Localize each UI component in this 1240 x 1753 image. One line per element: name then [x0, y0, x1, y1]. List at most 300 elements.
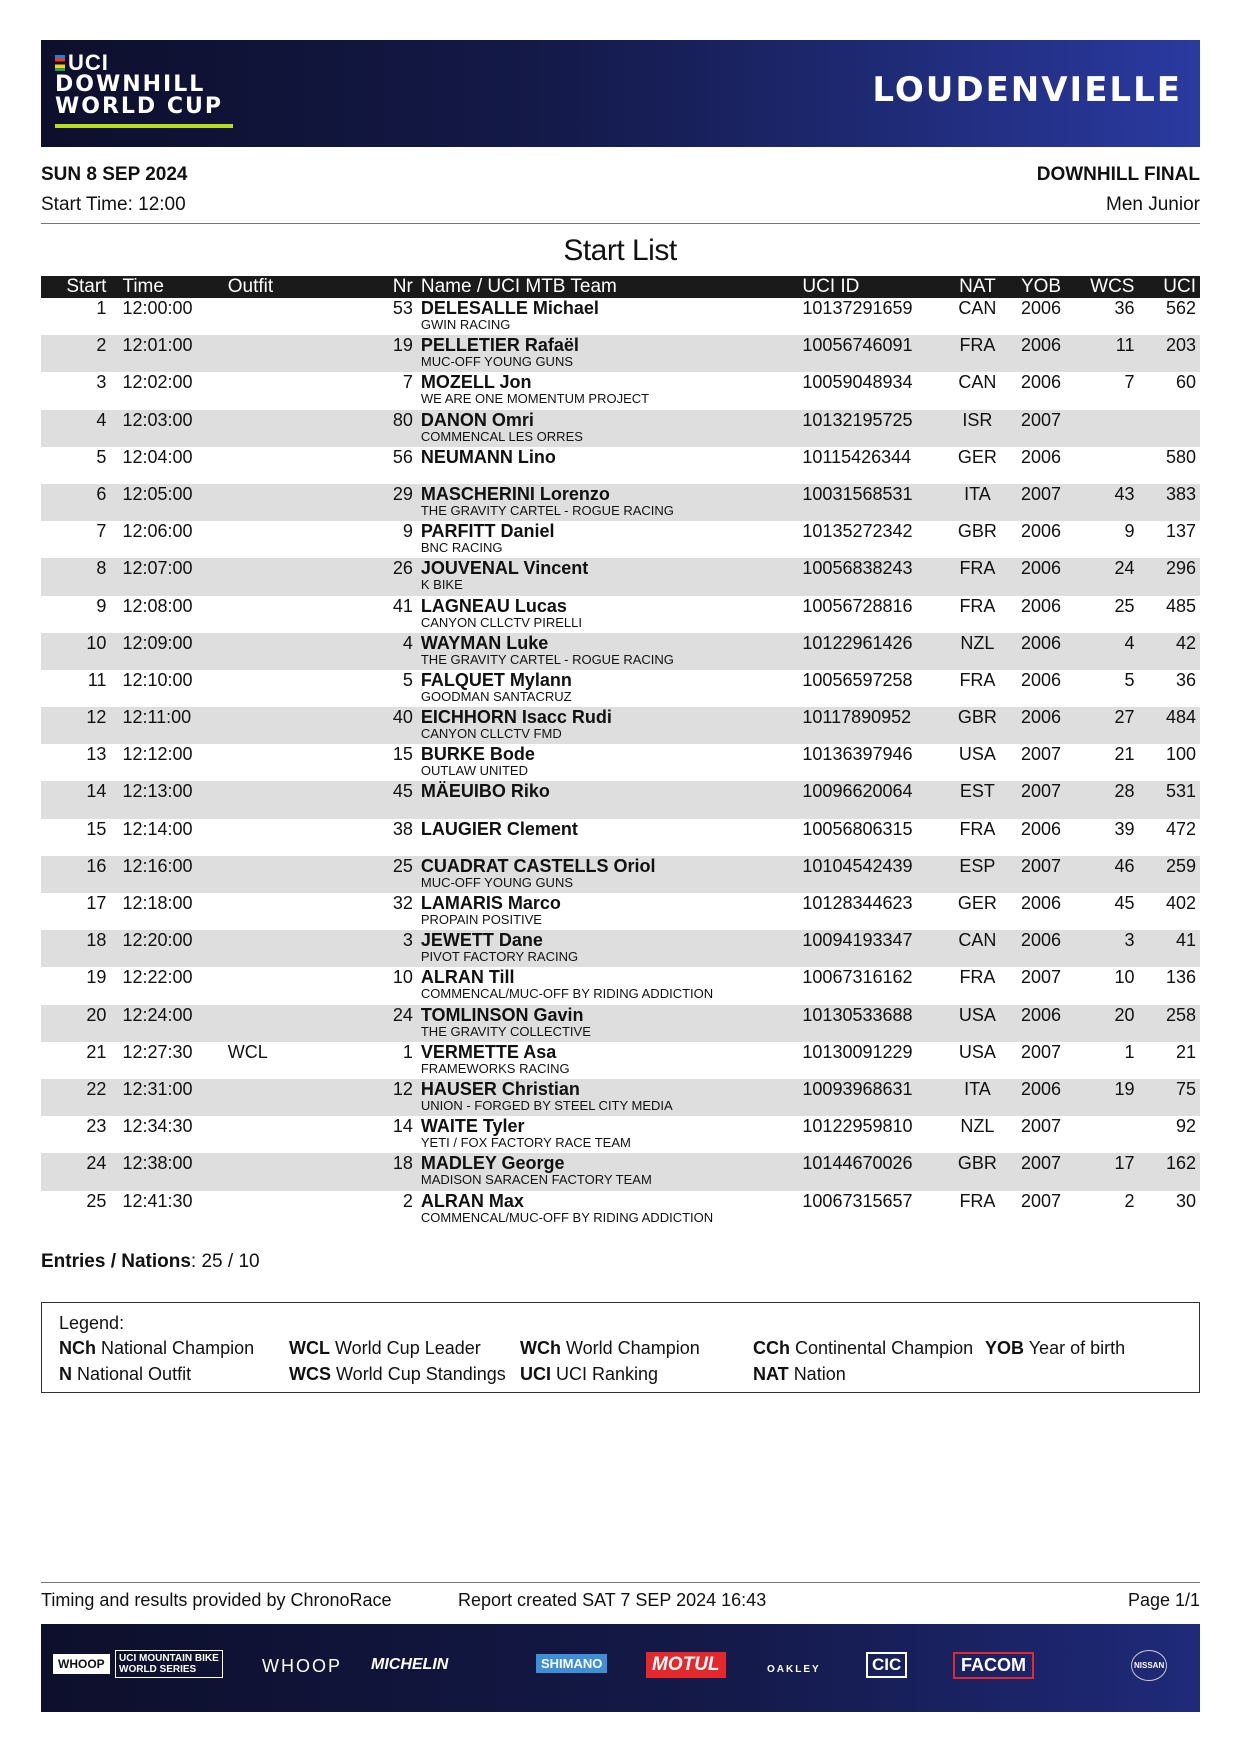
rider-name: BURKE Bode — [420, 744, 535, 765]
yob-cell: 2007 — [1020, 781, 1062, 802]
legend-item-cch: CCh Continental Champion — [753, 1338, 974, 1358]
uci-ranking-cell: 30 — [1175, 1190, 1196, 1211]
event-banner — [41, 40, 1200, 147]
time-cell: 12:12:00 — [122, 744, 193, 765]
nat-cell: FRA — [959, 335, 996, 356]
yob-cell: 2007 — [1020, 744, 1062, 765]
time-cell: 12:05:00 — [122, 483, 193, 504]
outfit-cell — [224, 1005, 331, 1042]
team-name: MADISON SARACEN FACTORY TEAM — [420, 1172, 652, 1188]
outfit-cell — [224, 1079, 331, 1116]
time-cell: 12:27:30 — [122, 1041, 193, 1062]
time-cell: 12:08:00 — [122, 595, 193, 616]
uci-id-cell: 10059048934 — [802, 372, 913, 393]
yob-cell: 2006 — [1020, 372, 1062, 393]
rider-name: HAUSER Christian — [420, 1078, 580, 1099]
entries-label: Entries / Nations — [41, 1251, 191, 1272]
yob-cell: 2007 — [1020, 967, 1062, 988]
sponsor-michelin: MICHELIN — [371, 1656, 449, 1673]
nr-cell: 19 — [392, 335, 413, 356]
wcs-cell — [1073, 410, 1139, 447]
wcs-cell: 4 — [1124, 632, 1135, 653]
nat-cell: GBR — [957, 1153, 997, 1174]
start-cell: 23 — [86, 1116, 107, 1137]
uci-ranking-cell: 580 — [1165, 446, 1196, 467]
outfit-cell — [224, 521, 331, 558]
col-uci-id: UCI ID — [802, 276, 860, 297]
sponsor-banner — [41, 1624, 1200, 1712]
sponsor-motul: MOTUL — [646, 1652, 726, 1678]
table-row — [41, 447, 1200, 484]
time-cell: 12:10:00 — [122, 669, 193, 690]
yob-cell: 2006 — [1020, 669, 1062, 690]
col-time: Time — [122, 276, 164, 297]
name-cell — [417, 1042, 799, 1079]
uci-id-cell: 10128344623 — [802, 893, 913, 913]
start-cell: 16 — [86, 855, 107, 876]
team-name: COMMENCAL/MUC-OFF BY RIDING ADDICTION — [420, 1209, 714, 1225]
nr-cell: 12 — [392, 1078, 413, 1099]
uci-ranking-cell: 472 — [1165, 818, 1196, 839]
wcs-cell: 24 — [1114, 558, 1135, 579]
start-list-table — [41, 276, 1200, 1228]
name-cell — [417, 1191, 799, 1228]
rider-name: EICHHORN Isacc Rudi — [420, 707, 612, 728]
nat-cell: GER — [957, 893, 997, 913]
start-cell: 17 — [86, 893, 107, 913]
table-row — [41, 893, 1200, 930]
table-row — [41, 558, 1200, 595]
start-cell: 8 — [96, 558, 107, 579]
uci-id-cell: 10137291659 — [802, 298, 913, 318]
uci-id-cell: 10117890952 — [802, 707, 912, 728]
rider-name: PARFITT Daniel — [420, 521, 555, 542]
report-created: Report created SAT 7 SEP 2024 16:43 — [458, 1590, 767, 1610]
name-cell — [417, 856, 799, 893]
table-row — [41, 298, 1200, 335]
wcs-cell: 5 — [1124, 669, 1135, 690]
rider-name: MÄEUIBO Riko — [420, 781, 550, 802]
time-cell: 12:22:00 — [122, 967, 193, 988]
nat-cell: CAN — [958, 930, 997, 951]
nat-cell: ISR — [962, 409, 993, 430]
team-name: UNION - FORGED BY STEEL CITY MEDIA — [420, 1097, 673, 1113]
outfit-cell — [224, 670, 331, 707]
outfit-cell — [224, 819, 331, 856]
start-cell: 2 — [96, 335, 107, 356]
nr-cell: 26 — [392, 558, 413, 579]
yob-cell: 2007 — [1020, 1041, 1062, 1062]
start-cell: 15 — [86, 818, 107, 839]
uci-id-cell: 10067316162 — [802, 967, 913, 988]
nat-cell: EST — [959, 781, 995, 802]
name-cell — [417, 893, 799, 930]
nr-cell: 1 — [402, 1041, 413, 1062]
nr-cell: 14 — [392, 1116, 413, 1137]
yob-cell: 2006 — [1020, 818, 1062, 839]
legend-item-wch: WCh World Champion — [520, 1338, 700, 1358]
wcs-cell: 19 — [1114, 1078, 1135, 1099]
time-cell: 12:16:00 — [122, 855, 193, 876]
table-row — [41, 410, 1200, 447]
outfit-cell — [224, 1116, 331, 1153]
event-date: SUN 8 SEP 2024 — [41, 164, 188, 185]
nr-cell: 25 — [392, 855, 413, 876]
yob-cell: 2007 — [1020, 855, 1062, 876]
wcs-cell: 17 — [1114, 1153, 1135, 1174]
outfit-cell — [224, 335, 331, 372]
team-name: OUTLAW UNITED — [420, 763, 528, 779]
nr-cell: 2 — [402, 1190, 413, 1211]
page-title: Start List — [563, 234, 677, 267]
nat-cell: FRA — [959, 595, 996, 616]
start-cell: 18 — [86, 930, 107, 951]
uci-id-cell: 10056597258 — [802, 669, 913, 690]
nr-cell: 45 — [392, 781, 413, 802]
uci-ranking-cell: 60 — [1175, 372, 1196, 393]
uci-id-cell: 10144670026 — [802, 1153, 913, 1174]
time-cell: 12:00:00 — [122, 298, 193, 318]
yob-cell: 2006 — [1020, 521, 1062, 542]
team-name: BNC RACING — [420, 540, 503, 556]
table-header-row — [41, 276, 1200, 298]
start-cell: 7 — [96, 521, 107, 542]
nr-cell: 53 — [392, 298, 413, 318]
table-row — [41, 1005, 1200, 1042]
name-cell — [417, 410, 799, 447]
wcs-cell: 11 — [1115, 335, 1135, 356]
col-start: Start — [66, 276, 107, 297]
meta-left — [41, 164, 187, 224]
rider-name: FALQUET Mylann — [420, 669, 572, 690]
table-row — [41, 781, 1200, 818]
start-cell: 9 — [96, 595, 107, 616]
series-line-1: UCI — [68, 50, 109, 75]
wcs-cell: 9 — [1124, 521, 1135, 542]
name-cell — [417, 298, 799, 335]
yob-cell: 2007 — [1020, 483, 1062, 504]
table-row — [41, 521, 1200, 558]
name-cell — [417, 1153, 799, 1190]
col-outfit: Outfit — [227, 276, 274, 297]
outfit-cell — [224, 707, 331, 744]
timing-credit: Timing and results provided by ChronoRace — [41, 1590, 392, 1610]
nat-cell: GER — [957, 446, 997, 467]
uci-id-cell: 10056806315 — [802, 818, 913, 839]
start-cell: 5 — [96, 446, 107, 467]
rider-name: MASCHERINI Lorenzo — [420, 483, 610, 504]
rider-name: VERMETTE Asa — [420, 1041, 557, 1062]
outfit-cell — [224, 856, 331, 893]
time-cell: 12:31:00 — [122, 1078, 193, 1099]
table-row — [41, 633, 1200, 670]
page-number: Page 1/1 — [1127, 1590, 1200, 1610]
legend-box — [41, 1302, 1200, 1393]
nr-cell: 10 — [392, 967, 413, 988]
uci-id-cell: 10056728816 — [802, 595, 913, 616]
nr-cell: 4 — [402, 632, 413, 653]
time-cell: 12:38:00 — [122, 1153, 193, 1174]
nat-cell: CAN — [958, 372, 997, 393]
uci-id-cell: 10115426344 — [802, 446, 912, 467]
yob-cell: 2007 — [1020, 1190, 1062, 1211]
outfit-cell — [224, 781, 331, 818]
outfit-cell — [224, 558, 331, 595]
event-category: Men Junior — [1106, 194, 1200, 215]
table-row — [41, 335, 1200, 372]
name-cell — [417, 1079, 799, 1116]
time-cell: 12:34:30 — [122, 1116, 193, 1137]
table-row — [41, 1079, 1200, 1116]
nat-cell: NZL — [960, 632, 995, 653]
legend-item-uci: UCI UCI Ranking — [520, 1364, 659, 1384]
nat-cell: ESP — [959, 855, 996, 876]
yob-cell: 2007 — [1020, 1116, 1062, 1137]
meta-right — [1037, 164, 1200, 224]
uci-id-cell: 10056746091 — [802, 335, 913, 356]
team-name: K BIKE — [420, 577, 463, 593]
table-row — [41, 484, 1200, 521]
nr-cell: 9 — [402, 521, 413, 542]
start-cell: 20 — [86, 1004, 107, 1025]
venue-name: LOUDENVIELLE — [872, 70, 1182, 110]
wcs-cell: 25 — [1114, 595, 1135, 616]
rider-name: LAGNEAU Lucas — [420, 595, 567, 616]
uci-ranking-cell: 259 — [1165, 855, 1196, 876]
name-cell — [417, 596, 799, 633]
wcs-cell: 28 — [1114, 781, 1135, 802]
time-cell: 12:06:00 — [122, 521, 193, 542]
name-cell — [417, 335, 799, 372]
uci-ranking-cell: 296 — [1165, 558, 1196, 579]
rider-name: TOMLINSON Gavin — [420, 1004, 584, 1025]
sponsor-oakley: OAKLEY — [767, 1664, 821, 1675]
uci-id-cell: 10135272342 — [802, 521, 913, 542]
time-cell: 12:24:00 — [122, 1004, 193, 1025]
uci-id-cell: 10122961426 — [802, 632, 913, 653]
nat-cell: FRA — [959, 967, 996, 988]
nr-cell: 38 — [392, 818, 413, 839]
table-row — [41, 856, 1200, 893]
rider-name: PELLETIER Rafaël — [420, 335, 579, 356]
name-cell — [417, 1116, 799, 1153]
outfit-cell — [224, 596, 331, 633]
nat-cell: FRA — [959, 669, 996, 690]
name-cell — [417, 484, 799, 521]
team-name: THE GRAVITY CARTEL - ROGUE RACING — [420, 651, 674, 667]
outfit-cell — [224, 410, 331, 447]
col-wcs: WCS — [1090, 276, 1135, 297]
wcs-cell: 39 — [1114, 818, 1135, 839]
wcs-cell: 10 — [1114, 967, 1135, 988]
start-cell: 11 — [87, 669, 107, 690]
outfit-cell — [224, 893, 331, 930]
outfit-cell — [224, 484, 331, 521]
team-name: COMMENCAL LES ORRES — [420, 428, 583, 444]
yob-cell: 2006 — [1020, 446, 1062, 467]
uci-downhill-logo — [55, 52, 233, 128]
time-cell: 12:20:00 — [122, 930, 193, 951]
team-name: COMMENCAL/MUC-OFF BY RIDING ADDICTION — [420, 986, 714, 1002]
uci-id-cell: 10031568531 — [802, 483, 913, 504]
nr-cell: 41 — [392, 595, 413, 616]
yob-cell: 2006 — [1020, 893, 1062, 913]
uci-rainbow-stripes-icon — [55, 55, 65, 71]
uci-ranking-cell: 137 — [1165, 521, 1196, 542]
col-yob: YOB — [1020, 276, 1062, 297]
rider-name: WAITE Tyler — [420, 1116, 525, 1137]
legend-item-yob: YOB Year of birth — [985, 1338, 1126, 1358]
lime-accent-bar — [55, 124, 233, 128]
yob-cell: 2007 — [1020, 409, 1062, 430]
nr-cell: 80 — [392, 409, 413, 430]
uci-id-cell: 10056838243 — [802, 558, 913, 579]
col-nr: Nr — [392, 276, 413, 297]
team-name: PIVOT FACTORY RACING — [420, 949, 579, 965]
team-name: MUC-OFF YOUNG GUNS — [420, 354, 574, 370]
nat-cell: USA — [958, 744, 996, 765]
legend-item-nat: NAT Nation — [753, 1364, 846, 1384]
start-cell: 1 — [96, 298, 107, 318]
time-cell: 12:03:00 — [122, 409, 193, 430]
rider-name: LAUGIER Clement — [420, 818, 578, 839]
nr-cell: 18 — [392, 1153, 413, 1174]
wcs-cell: 27 — [1114, 707, 1135, 728]
yob-cell: 2006 — [1020, 298, 1062, 318]
time-cell: 12:18:00 — [122, 893, 193, 913]
sponsor-whoop: WHOOP — [262, 1656, 342, 1676]
table-row — [41, 1153, 1200, 1190]
wcs-cell: 43 — [1114, 483, 1135, 504]
nr-cell: 15 — [392, 744, 413, 765]
yob-cell: 2006 — [1020, 595, 1062, 616]
sponsor-shimano: SHIMANO — [536, 1654, 607, 1673]
start-cell: 10 — [86, 632, 107, 653]
start-cell: 4 — [96, 409, 107, 430]
team-name: GWIN RACING — [420, 317, 511, 332]
uci-ranking-cell: 484 — [1165, 707, 1196, 728]
wcs-cell — [1073, 447, 1139, 484]
outfit-cell — [224, 447, 331, 484]
start-cell: 3 — [96, 372, 107, 393]
time-cell: 12:41:30 — [122, 1190, 193, 1211]
start-cell: 6 — [96, 483, 107, 504]
name-cell — [417, 447, 799, 484]
time-cell: 12:14:00 — [122, 818, 193, 839]
table-row — [41, 930, 1200, 967]
rider-name: LAMARIS Marco — [420, 893, 561, 913]
nat-cell: FRA — [959, 1190, 996, 1211]
nat-cell: GBR — [957, 521, 997, 542]
rider-name: ALRAN Max — [420, 1190, 524, 1211]
start-time: Start Time: 12:00 — [41, 194, 186, 215]
entries-nations — [41, 1251, 260, 1273]
uci-id-cell: 10096620064 — [802, 781, 913, 802]
rider-name: JEWETT Dane — [420, 930, 543, 951]
col-name-team: Name / UCI MTB Team — [420, 276, 617, 297]
table-row — [41, 670, 1200, 707]
outfit-cell — [224, 930, 331, 967]
series-line-2: DOWNHILL — [55, 72, 206, 97]
uci-id-cell: 10130091229 — [802, 1041, 913, 1062]
team-name: GOODMAN SANTACRUZ — [420, 688, 572, 704]
nat-cell: ITA — [964, 1078, 991, 1099]
nat-cell: FRA — [959, 558, 996, 579]
rider-name: ALRAN Till — [420, 967, 515, 988]
start-cell: 25 — [86, 1190, 107, 1211]
name-cell — [417, 670, 799, 707]
uci-id-cell: 10094193347 — [802, 930, 913, 951]
team-name: CANYON CLLCTV FMD — [420, 726, 562, 742]
yob-cell: 2006 — [1020, 930, 1062, 951]
uci-ranking-cell: 162 — [1165, 1153, 1196, 1174]
name-cell — [417, 967, 799, 1004]
name-cell — [417, 781, 799, 818]
footer-divider — [41, 1582, 1200, 1583]
rider-name: MADLEY George — [420, 1153, 565, 1174]
nr-cell: 40 — [392, 707, 413, 728]
name-cell — [417, 633, 799, 670]
uci-ranking-cell: 36 — [1175, 669, 1196, 690]
nr-cell: 29 — [392, 483, 413, 504]
sponsor-facom: FACOM — [953, 1652, 1034, 1679]
uci-id-cell: 10067315657 — [802, 1190, 913, 1211]
table-row — [41, 967, 1200, 1004]
team-name: FRAMEWORKS RACING — [420, 1060, 570, 1076]
series-line-3: WORLD CUP — [55, 94, 223, 119]
nr-cell: 32 — [392, 893, 413, 913]
uci-id-cell: 10130533688 — [802, 1004, 913, 1025]
uci-id-cell: 10093968631 — [802, 1078, 913, 1099]
nat-cell: USA — [958, 1041, 996, 1062]
sponsor-nissan: NISSAN — [1131, 1650, 1167, 1681]
outfit-cell — [224, 633, 331, 670]
table-row — [41, 819, 1200, 856]
col-nat: NAT — [959, 276, 996, 297]
uci-id-cell: 10132195725 — [802, 409, 913, 430]
nr-cell: 7 — [402, 372, 413, 393]
name-cell — [417, 744, 799, 781]
yob-cell: 2007 — [1020, 1153, 1062, 1174]
uci-ranking-cell: 136 — [1165, 967, 1196, 988]
uci-ranking-cell: 203 — [1165, 335, 1196, 356]
table-row — [41, 744, 1200, 781]
entries-value: : 25 / 10 — [190, 1251, 260, 1272]
start-cell: 22 — [86, 1078, 107, 1099]
start-cell: 14 — [86, 781, 107, 802]
team-name: YETI / FOX FACTORY RACE TEAM — [420, 1135, 631, 1151]
yob-cell: 2006 — [1020, 707, 1062, 728]
team-name: CANYON CLLCTV PIRELLI — [420, 614, 582, 630]
outfit-cell — [224, 967, 331, 1004]
rider-name: MOZELL Jon — [420, 372, 532, 393]
rider-name: CUADRAT CASTELLS Oriol — [420, 855, 656, 876]
nat-cell: GBR — [957, 707, 997, 728]
time-cell: 12:13:00 — [122, 781, 193, 802]
outfit-cell — [224, 298, 331, 335]
legend-item-wcs: WCS World Cup Standings — [289, 1364, 506, 1384]
outfit-cell — [224, 744, 331, 781]
yob-cell: 2006 — [1020, 558, 1062, 579]
nat-cell: CAN — [958, 298, 997, 318]
time-cell: 12:02:00 — [122, 372, 193, 393]
start-cell: 21 — [86, 1041, 107, 1062]
name-cell — [417, 819, 799, 856]
start-cell: 19 — [86, 967, 107, 988]
uci-ranking-cell: 531 — [1165, 781, 1196, 802]
team-name: THE GRAVITY CARTEL - ROGUE RACING — [420, 502, 674, 518]
yob-cell: 2006 — [1020, 1078, 1062, 1099]
